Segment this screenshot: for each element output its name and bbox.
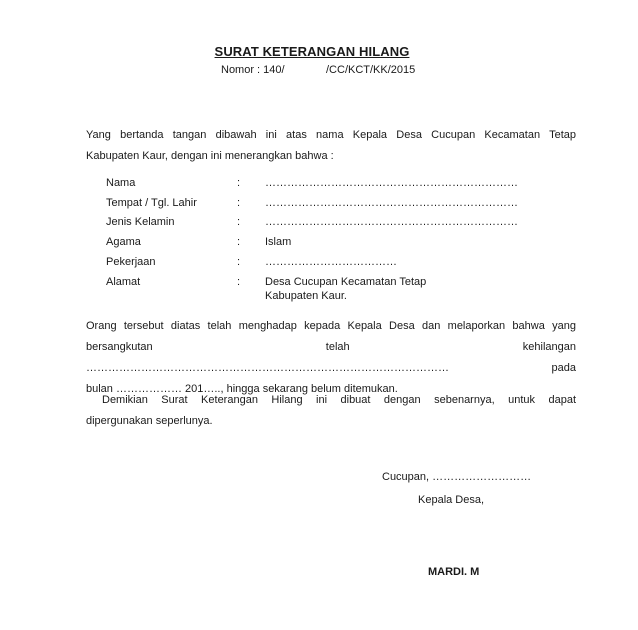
letter-number-prefix: Nomor : 140/ <box>221 64 285 76</box>
letter-title: SURAT KETERANGAN HILANG <box>214 44 410 59</box>
closing-paragraph <box>86 390 576 432</box>
signature-name: MARDI. M <box>428 566 480 578</box>
field-colon: : <box>237 236 241 248</box>
signature-place-date: Cucupan, ……………………… <box>382 471 532 483</box>
field-value-tempat-tgl-lahir: …………………………………………………………… <box>265 197 518 209</box>
field-label-nama: Nama <box>106 177 136 189</box>
field-value-pekerjaan: ……………………………… <box>265 256 397 268</box>
field-label-agama: Agama <box>106 236 141 248</box>
field-colon: : <box>237 256 241 268</box>
field-label-alamat: Alamat <box>106 276 141 288</box>
field-colon: : <box>237 276 241 288</box>
closing-line-1: Demikian Surat Keterangan Hilang ini dibuat dengan sebenarnya, untuk dapat <box>102 394 576 406</box>
field-value-agama: Islam <box>265 236 292 248</box>
field-label-pekerjaan: Pekerjaan <box>106 256 156 268</box>
letter-number-suffix: /CC/KCT/KK/2015 <box>326 64 416 76</box>
field-colon: : <box>237 216 241 228</box>
signature-title: Kepala Desa, <box>418 494 485 506</box>
field-label-tempat-tgl-lahir: Tempat / Tgl. Lahir <box>106 197 197 209</box>
intro-line-2: Kabupaten Kaur, dengan ini menerangkan bahwa : <box>86 150 334 162</box>
report-line-3: bulan ……………… 201….., hingga sekarang belum ditemukan. <box>86 383 398 395</box>
report-line-1: Orang tersebut diatas telah menghadap kepada Kepala Desa dan melaporkan bahwa yang <box>86 320 576 332</box>
field-value-nama: …………………………………………………………… <box>265 177 518 189</box>
field-colon: : <box>237 197 241 209</box>
field-value-alamat-line-2: Kabupaten Kaur. <box>265 290 347 302</box>
field-colon: : <box>237 177 241 189</box>
intro-line-1: Yang bertanda tangan dibawah ini atas nama Kepala Desa Cucupan Kecamatan Tetap <box>86 129 576 141</box>
field-label-jenis-kelamin: Jenis Kelamin <box>106 216 175 228</box>
intro-paragraph <box>86 125 576 167</box>
field-value-alamat: Desa Cucupan Kecamatan Tetap <box>265 276 427 288</box>
report-paragraph <box>86 316 576 400</box>
field-value-jenis-kelamin: …………………………………………………………… <box>265 216 518 228</box>
report-line-2: bersangkutan telah kehilangan ……………………………………………………………………………………… pada <box>86 341 576 374</box>
closing-line-2: dipergunakan seperlunya. <box>86 415 213 427</box>
